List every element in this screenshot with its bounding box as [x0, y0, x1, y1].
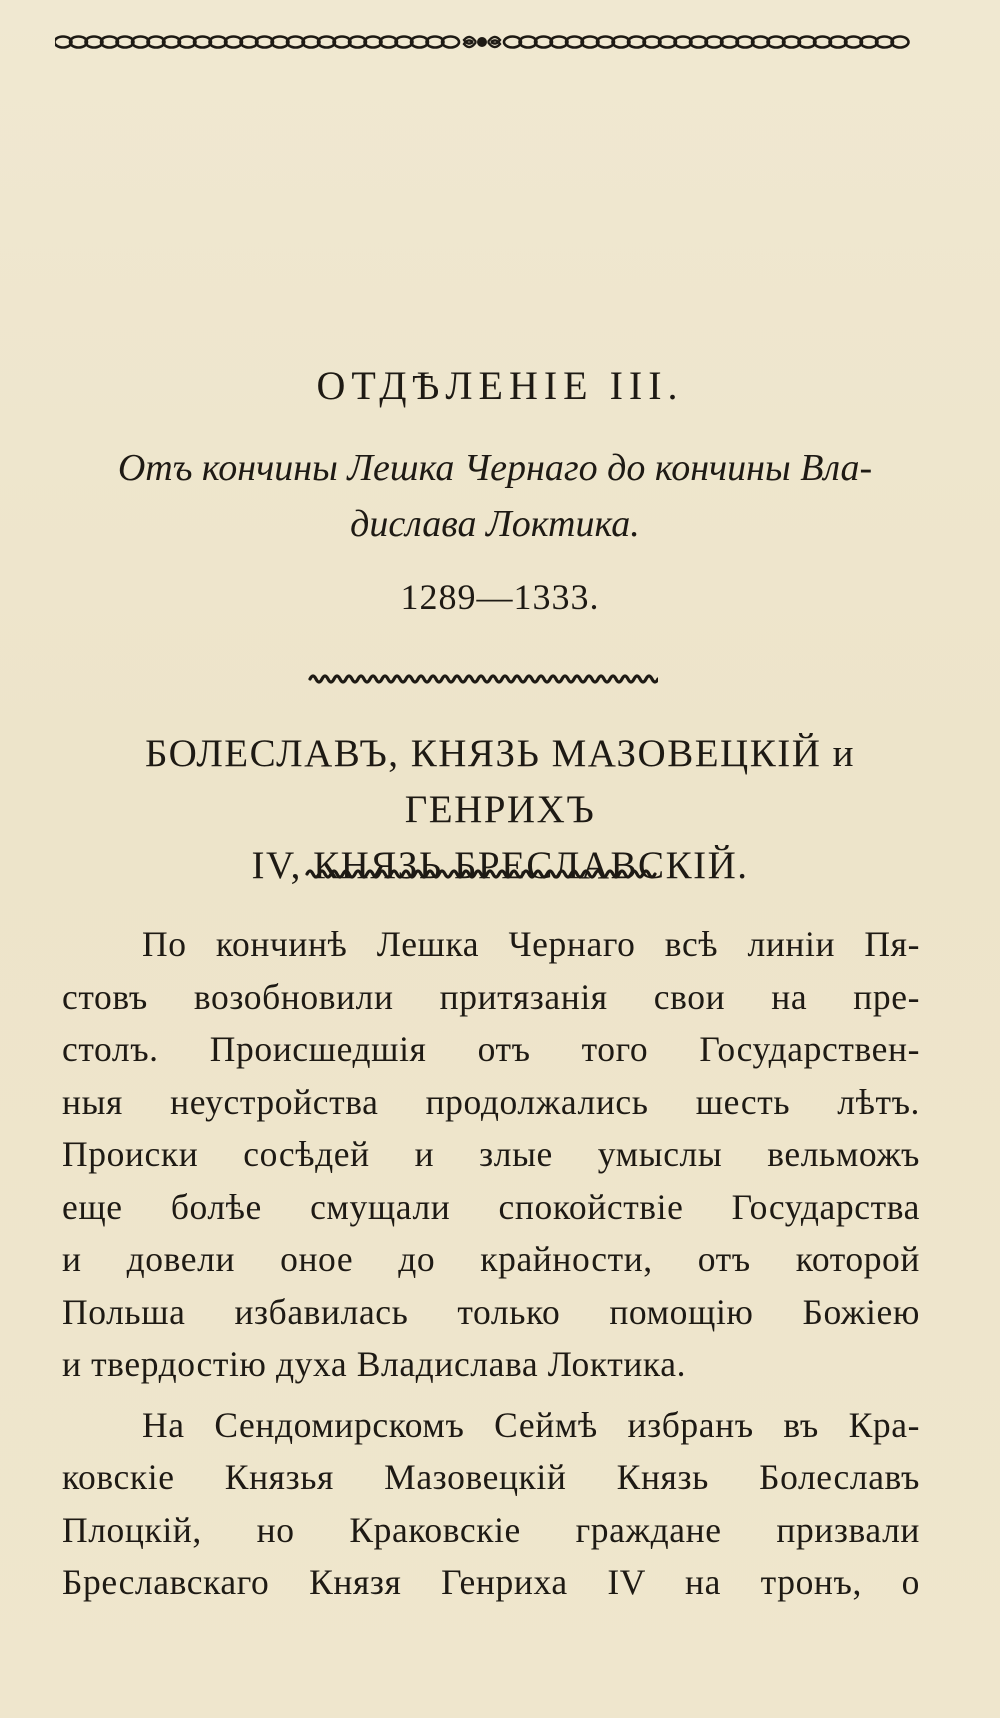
text-line: ныя неустройства продолжались шесть лѣтъ. — [62, 1081, 920, 1122]
text-line: и твердостiю духа Владислава Локтика. — [62, 1344, 687, 1384]
section-title-line: БОЛЕСЛАВЪ, КНЯЗЬ МАЗОВЕЦКIЙ и ГЕНРИХЪ — [145, 732, 855, 831]
text-line: По кончинѣ Лешка Чернаго всѣ линiи Пя- — [142, 924, 920, 964]
text-line: еще болѣе смущали спокойствiе Государства — [62, 1186, 920, 1227]
text-line: Происки сосѣдей и злые умыслы вельможъ — [62, 1134, 920, 1174]
text-line: столъ. Происшедшiя отъ того Государствен- — [62, 1029, 920, 1069]
text-line: и довели оное до крайности, отъ которой — [62, 1239, 920, 1279]
body-text — [62, 918, 920, 1609]
text-line: На Сендомирскомъ Сеймѣ избранъ въ Кра- — [142, 1404, 920, 1445]
text-line: Бреславскаго Князя Генриха IV на тронъ, о — [62, 1562, 920, 1602]
section-title-line: IV, КНЯЗЬ БРЕСЛАВСКIЙ. — [251, 844, 749, 887]
text-line: ковскiе Князья Мазовецкiй Князь Болеславъ — [62, 1457, 920, 1497]
subtitle-line: Отъ кончины Лешка Чернаго до кончины Вла- — [117, 447, 873, 489]
subtitle-line: дислава Локтика. — [350, 503, 640, 545]
text-line: Польша избавилась только помощiю Божiею — [62, 1291, 920, 1332]
top-ornamental-rule — [55, 28, 910, 56]
text-line: Плоцкiй, но Краковскiе граждане призвали — [62, 1509, 920, 1550]
year-range: 1289—1333. — [400, 577, 600, 617]
chapter-subtitle — [60, 440, 930, 552]
wavy-ornament-divider — [308, 672, 658, 686]
chapter-heading: ОТДѢЛЕНIЕ III. — [316, 363, 684, 408]
text-line: стовъ возобновили притязанiя свои на пре- — [62, 976, 920, 1017]
wavy-ornament-divider — [305, 867, 660, 881]
